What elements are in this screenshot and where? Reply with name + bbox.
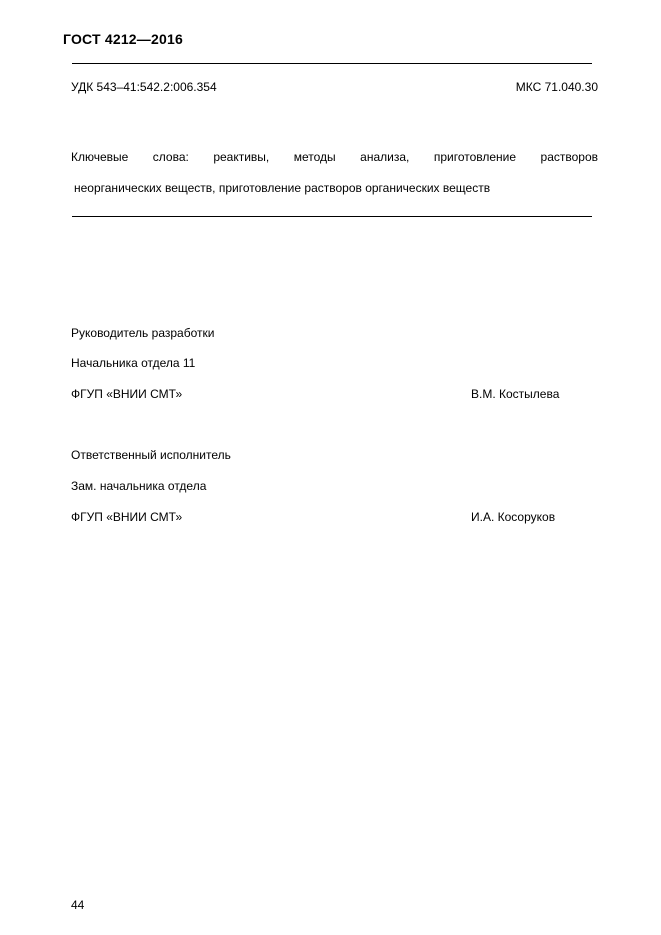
top-divider — [72, 63, 592, 64]
keyword-word: Ключевые — [71, 150, 129, 164]
keyword-word: методы — [293, 150, 336, 164]
head-organization: ФГУП «ВНИИ СМТ» — [71, 387, 183, 401]
standard-code: ГОСТ 4212—2016 — [63, 31, 183, 47]
bottom-divider — [72, 216, 592, 217]
executor-organization: ФГУП «ВНИИ СМТ» — [71, 510, 183, 524]
executor-role: Ответственный исполнитель — [71, 448, 231, 462]
keywords-line-2: неорганических веществ, приготовление растворов органических веществ — [74, 181, 491, 195]
keyword-word: слова: — [152, 150, 189, 164]
executor-position: Зам. начальника отдела — [71, 479, 207, 493]
keywords-block — [71, 142, 598, 204]
head-role: Руководитель разработки — [71, 326, 215, 340]
executor-name: И.А. Косоруков — [471, 510, 556, 524]
keyword-word: приготовление — [433, 150, 517, 164]
keywords-line-1 — [71, 142, 598, 173]
head-position: Начальника отдела 11 — [71, 356, 196, 370]
head-name: В.М. Костылева — [471, 387, 560, 401]
keyword-word: реактивы, — [213, 150, 270, 164]
keyword-word: анализа, — [360, 150, 410, 164]
udk-code: УДК 543–41:542.2:006.354 — [71, 80, 217, 94]
keyword-word: растворов — [540, 150, 598, 164]
page-number: 44 — [71, 898, 85, 912]
mks-code: МКС 71.040.30 — [515, 80, 598, 94]
